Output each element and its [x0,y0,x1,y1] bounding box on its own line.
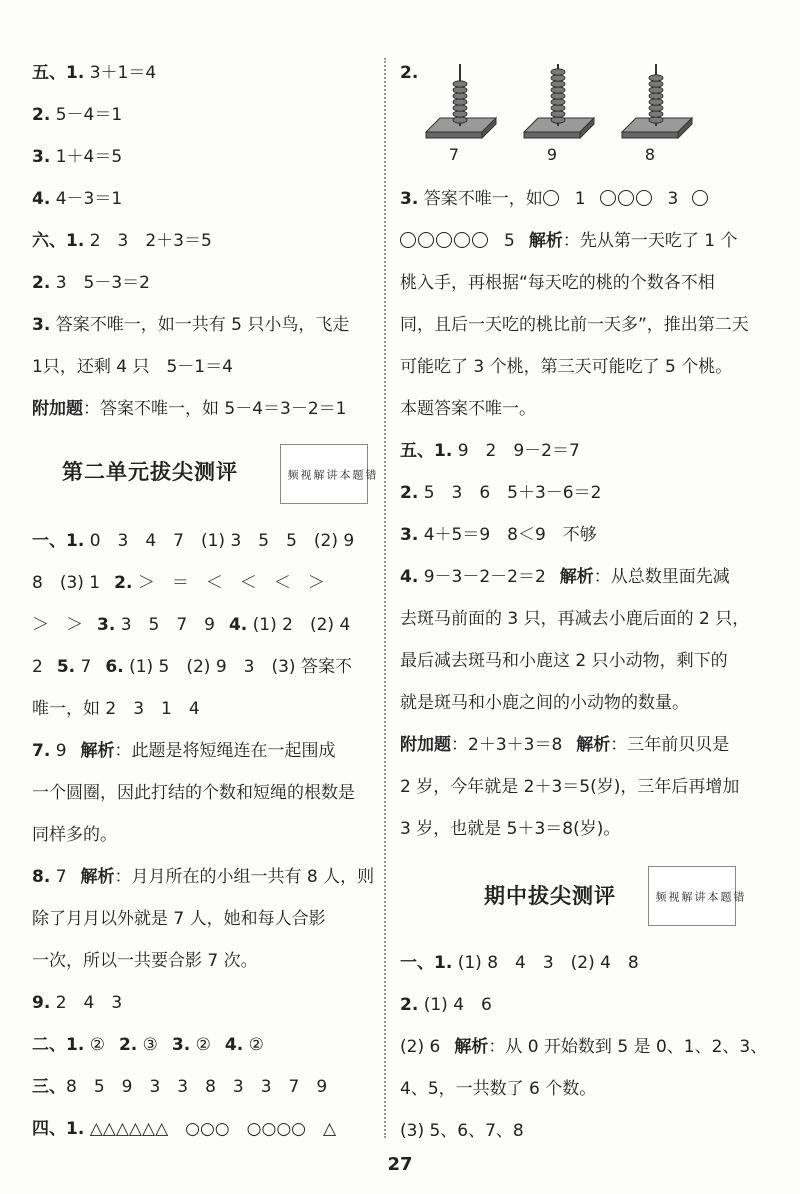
answer-line: 3. 4＋5＝9 8＜9 不够 [400,525,597,545]
answer-line: 7. 9 解析：此题是将短绳连在一起围成 [32,741,336,761]
abacus-bead [453,93,467,99]
abacus-bead [453,81,467,87]
answer-line: 2. (1) 4 6 [400,995,492,1015]
answer-line: 3. 答案不唯一，如一共有 5 只小鸟，飞走 [32,315,350,335]
answer-line: 附加题：2＋3＋3＝8 解析：三年前贝贝是 [400,735,730,755]
qr-label: 讲 解 视 频 错 题 本 [654,890,745,902]
answer-line: 同，且后一天吃的桃比前一天多”，推出第二天 [400,315,749,335]
answer-line: 2. 5 3 6 5＋3－6＝2 [400,483,602,503]
abacus-label: 8 [644,145,656,164]
page-number: 27 [387,1154,413,1175]
abacus-bead [453,117,467,123]
circle-icon [618,190,634,206]
qr-label: 讲 解 视 频 错 题 本 [286,468,377,480]
answer-line: 4. 9－3－2－2＝2 解析：从总数里面先减 [400,567,730,587]
answer-line: 附加题：答案不唯一，如 5－4＝3－2＝1 [32,399,347,419]
abacus-bead [551,117,565,123]
circle-icon [400,232,416,248]
answer-line: 4、5，一共数了 6 个数。 [400,1079,597,1099]
answer-line: (3) 5、6、7、8 [400,1121,524,1141]
abacus-base-front [622,132,678,138]
circle-icon [436,232,452,248]
abacus-bead [551,105,565,111]
abacus-bead [649,81,663,87]
section-title: 期中拔尖测评 [484,884,616,908]
answer-line: 可能吃了 3 个桃，第三天可能吃了 5 个桃。 [400,357,733,377]
section-title: 第二单元拔尖测评 [62,460,238,484]
circle-icon [600,190,616,206]
qr-code-badge[interactable] [280,444,377,504]
answer-line: 一、1. 0 3 4 7 (1) 3 5 5 (2) 9 [32,531,355,551]
answer-line: 去斑马前面的 3 只，再减去小鹿后面的 2 只， [400,609,750,629]
answer-line: 一、1. (1) 8 4 3 (2) 4 8 [400,953,639,973]
abacus [426,64,496,164]
answer-line: 六、1. 2 3 2＋3＝5 [32,231,212,251]
answer-line: 1只，还剩 4 只 5－1＝4 [32,357,233,377]
abacus-bead [551,111,565,117]
answer-line: 8. 7 解析：月月所在的小组一共有 8 人，则 [32,867,375,887]
answer-line: 3 岁，也就是 5＋3＝8(岁)。 [400,819,621,839]
abacus-bead [453,105,467,111]
answer-line: 本题答案不唯一。 [400,399,536,419]
abacus-bead [649,99,663,105]
abacus-bead [551,99,565,105]
abacus-bead [453,99,467,105]
answer-line: 四、1. △△△△△△ ○○○ ○○○○ △ [32,1119,337,1139]
answer-line: 8 (3) 1 2. ＞ ＝ ＜ ＜ ＜ ＞ [32,573,325,593]
abacus-label: 9 [546,145,558,164]
answer-line: 2. 3 5－3＝2 [32,273,150,293]
answer-line: 2 5. 7 6. (1) 5 (2) 9 3 (3) 答案不 [32,657,352,677]
circle-icon [636,190,652,206]
answer-line: 除了月月以外就是 7 人，她和每人合影 [32,909,326,929]
abacus-bead [453,111,467,117]
column-divider [384,58,386,1138]
circle-icon [418,232,434,248]
circle-icon [692,190,708,206]
circle-icon [454,232,470,248]
abacus-bead [551,93,565,99]
abacus-bead [649,93,663,99]
qr-code-badge[interactable] [648,866,745,926]
answer-line: 就是斑马和小鹿之间的小动物的数量。 [400,693,689,713]
answer-line: 2. 5－4＝1 [32,105,123,125]
answer-line: 最后减去斑马和小鹿这 2 只小动物，剩下的 [400,651,728,671]
answer-line: 9. 2 4 3 [32,993,123,1013]
answer-line: (2) 6 解析：从 0 开始数到 5 是 0、1、2、3、 [400,1037,768,1057]
abacus-bead [649,75,663,81]
abacus-bead [453,87,467,93]
answer-line: 唯一，如 2 3 1 4 [32,699,200,719]
answer-line: 桃入手，再根据“每天吃的桃的个数各不相 [400,273,715,293]
abacus-base-front [524,132,580,138]
abacus [622,64,692,164]
answer-line: 一次，所以一共要合影 7 次。 [32,951,258,971]
answer-line: 4. 4－3＝1 [32,189,123,209]
abacus-bead [649,117,663,123]
abacus-label: 7 [448,145,460,164]
abacus-bead [551,69,565,75]
abacus-figure [420,56,720,166]
answer-line: 3. 1＋4＝5 [32,147,123,167]
abacus [524,64,594,164]
abacus-base-front [426,132,482,138]
answer-line: ＞ ＞ 3. 3 5 7 9 4. (1) 2 (2) 4 [32,615,351,635]
answer-line: 3. 答案不唯一，如 1 3 [400,188,710,210]
abacus-bead [551,75,565,81]
abacus-bead [649,87,663,93]
answer-line: 2 岁，今年就是 2＋3＝5(岁)，三年后再增加 [400,777,740,797]
answer-line: 五、1. 9 2 9－2＝7 [400,441,580,461]
answer-line: 5 解析：先从第一天吃了 1 个 [400,230,737,252]
answer-line: 二、1. ② 2. ③ 3. ② 4. ② [32,1035,264,1055]
answer-line: 2. [400,63,419,83]
circle-icon [543,190,559,206]
abacus-bead [649,111,663,117]
answer-line: 一个圆圈，因此打结的个数和短绳的根数是 [32,783,355,803]
abacus-bead [649,105,663,111]
answer-line: 同样多的。 [32,825,117,845]
answer-line: 三、8 5 9 3 3 8 3 3 7 9 [32,1077,328,1097]
abacus-bead [551,81,565,87]
answer-line: 五、1. 3＋1＝4 [32,63,157,83]
circle-icon [472,232,488,248]
abacus-bead [551,87,565,93]
